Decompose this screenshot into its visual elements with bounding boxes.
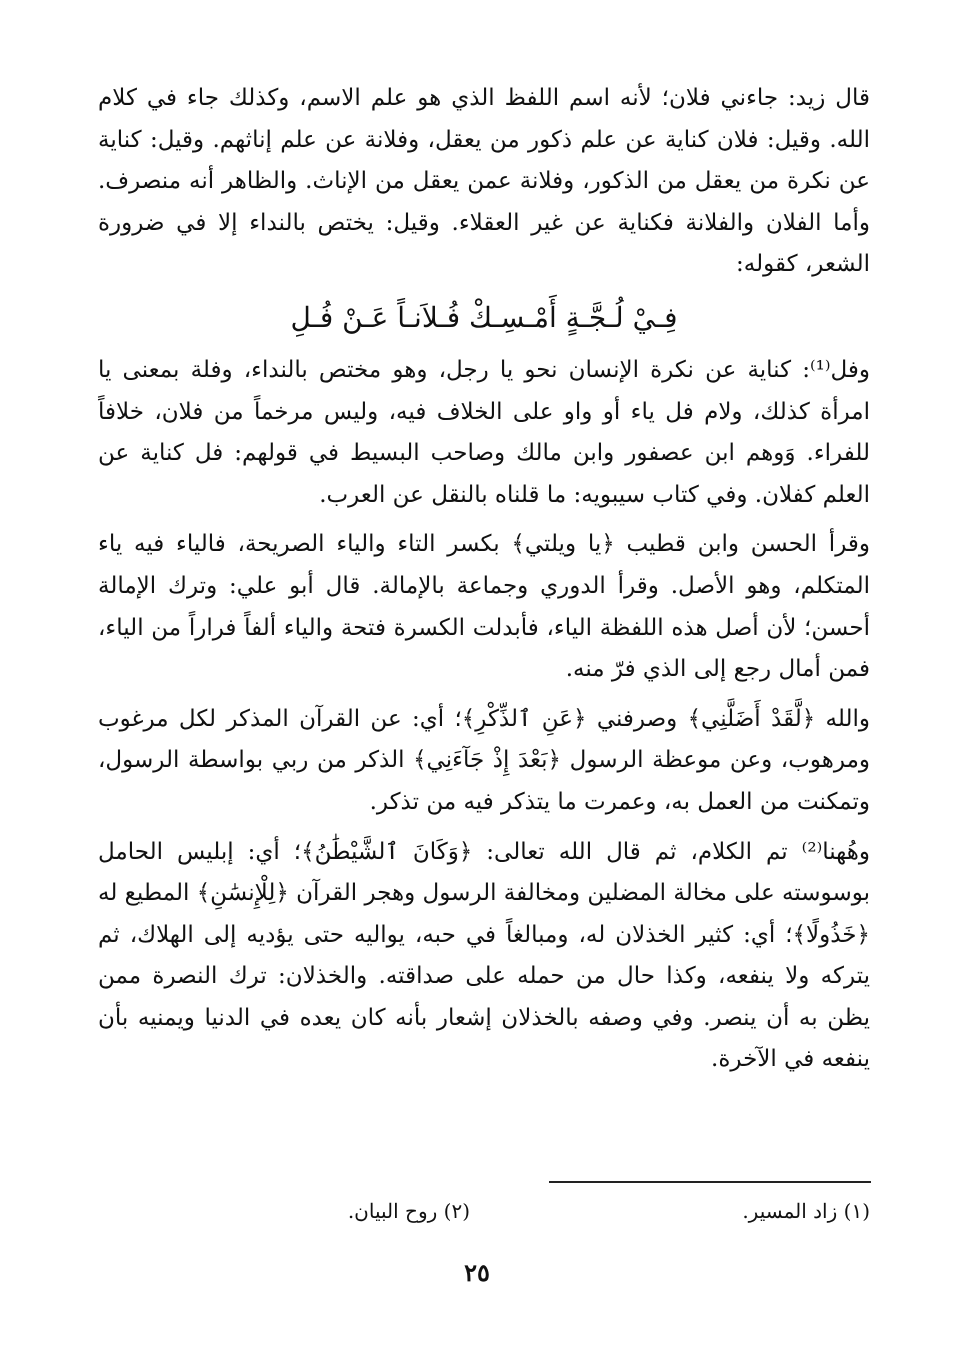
paragraph-1: قال زيد: جاءني فلان؛ لأنه اسم اللفظ الذي هو علم الاسم، وكذلك جاء في كلام الله. وقيل: فلان كناية عن علم ذكور من يعقل، وفلانة عن علم إناثهم. وقيل: كناية عن نكرة من يعقل من الذكور، وفلانة عمن يعقل من الإناث. والظاهر أنه منصرف. وأما الفلان والفلانة فكناية عن غير العقلاء. وقيل: يختص بالنداء إلا في ضرورة الشعر، كقوله: [98,85,870,278]
page-body [98,78,870,1089]
footnote-separator [549,1181,871,1183]
page-number: ٢٥ [464,1258,490,1287]
paragraph-3: وقرأ الحسن وابن قطيب ﴿يا ويلتي﴾ بكسر التاء والياء الصريحة، فالياء فيه ياء المتكلم، وهو الأصل. وقرأ الدوري وجماعة بالإمالة. قال أبو علي: وترك الإمالة أحسن؛ لأن أصل هذه اللفظة الياء، فأبدلت الكسرة فتحة والياء ألفاً فراراً من الياء، فمن أمال رجع إلى الذي فرّ منه. [98,531,870,683]
paragraph-5: وهُهنا⁽²⁾ تم الكلام، ثم قال الله تعالى: ﴿وَكَانَ ٱلشَّيْطَٰنُ﴾؛ أي: إبليس الحامل بوسوسته على مخالة المضلين ومخالفة الرسول وهجر القرآن ﴿لِلْإِنسَٰنِ﴾ المطيع له ﴿خَذُولًا﴾؛ أي: كثير الخذلان له، ومبالغاً في حبه، يواليه حتى يؤديه إلى الهلاك، ثم يتركه ولا ينفعه، وكذا حال من حمله على صداقته. والخذلان: ترك النصرة ممن يظن به أن ينصر. وفي وصفه بالخذلان إشعار بأنه كان يعده في الدنيا ويمنيه بأن ينفعه في الآخرة. [98,838,870,1073]
footnote-2: (٢) روح البيان. [347,1199,470,1223]
footnote-1: (١) زاد المسير. [742,1199,870,1223]
paragraph-2: وفل⁽¹⁾: كناية عن نكرة الإنسان نحو يا رجل، وهو مختص بالنداء، وفلة بمعنى يا امرأة كذلك، ولام فل ياء أو واو على الخلاف فيه، وليس مرخماً من فلان، خلافاً للفراء. وَوهم ابن عصفور وابن مالك وصاحب البسيط في قولهم: فل كناية عن العلم كفلان. وفي كتاب سيبويه: ما قلناه بالنقل عن العرب. [98,356,870,508]
paragraph-4: والله ﴿لَّقَدْ أَضَلَّنِي﴾ وصرفني ﴿عَنِ ٱلذِّكْرِ﴾؛ أي: عن القرآن المذكر لكل مرغوب ومرهوب، وعن موعظة الرسول ﴿بَعْدَ إِذْ جَآءَنِي﴾ الذكر من ربي بواسطة الرسول، وتمكنت من العمل به، وعمرت ما يتذكر فيه من تذكر. [98,705,870,815]
poetry-verse: فِـيْ لُـجَّـةٍ أَمْـسِـكْ فُـلاَنـاً عَـنْ فُـلِ [290,300,678,334]
